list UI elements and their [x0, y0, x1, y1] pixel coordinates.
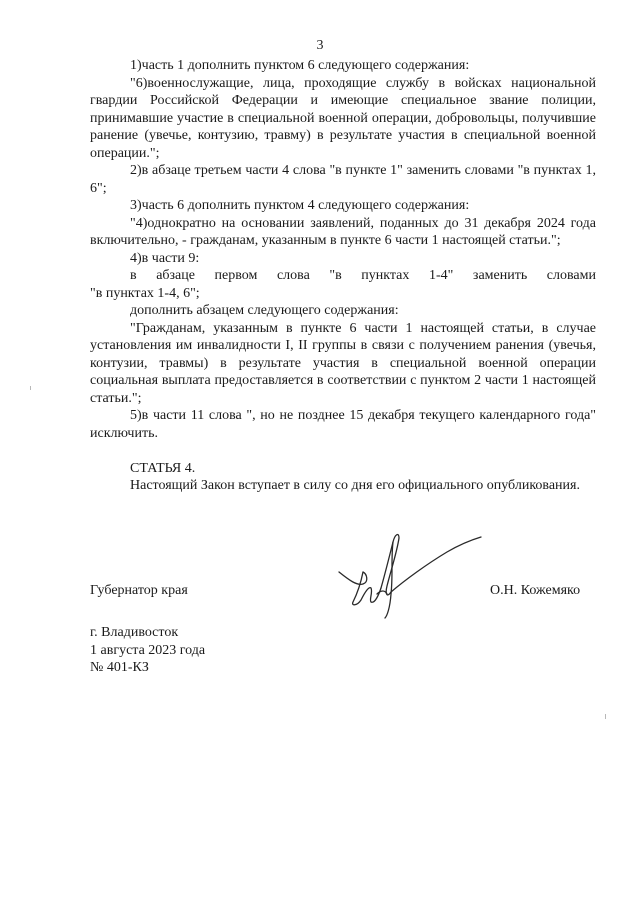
paragraph-6: 4)в части 9: [130, 250, 200, 266]
law-number: № 401-КЗ [90, 660, 149, 675]
paragraph-11: 5)в части 11 слова ", но не позднее 15 декабря текущего календарного года" исключить. [90, 408, 596, 441]
scan-speck [605, 714, 606, 719]
spacer [90, 442, 596, 460]
signature-image [335, 528, 485, 620]
signatory-position: Губернатор края [90, 583, 188, 598]
article-text: Настоящий Закон вступает в силу со дня его официального опубликования. [130, 478, 580, 493]
scan-speck [30, 386, 31, 390]
place: г. Владивосток [90, 625, 179, 640]
paragraph-7: в абзаце первом слова "в пунктах 1-4" заменить словами [130, 268, 596, 283]
article-heading: СТАТЬЯ 4. [130, 460, 196, 476]
paragraph-10: "Гражданам, указанным в пункте 6 части 1 настоящей статьи, в случае установления им инвалидности I, II группы в связи с получением ранения (увечья, контузии, травмы) в результате участия в специальной военной операции социальная выплата предоставляется в соответствии с пунктом 2 части 1 настоящей статьи."; [90, 320, 596, 406]
paragraph-8: "в пунктах 1-4, 6"; [90, 285, 200, 301]
paragraph-2: "6)военнослужащие, лица, проходящие службу в войсках национальной гвардии Российской Федерации и имеющие специальное звание полиции, принимавшие участие в специальной военной операции, добровольцы, получившие ранение (увечье, контузию, травму) в результате участия в специальной военной операции."; [90, 75, 596, 161]
signatory-name: О.Н. Кожемяко [490, 583, 581, 598]
paragraph-5: "4)однократно на основании заявлений, поданных до 31 декабря 2024 года включительно, - гражданам, указанным в пункте 6 части 1 настоящей статьи."; [90, 215, 596, 248]
paragraph-9: дополнить абзацем следующего содержания: [130, 303, 399, 318]
paragraph-1: 1)часть 1 дополнить пунктом 6 следующего содержания: [130, 58, 470, 73]
page-number: 3 [316, 38, 324, 53]
document-body [90, 57, 596, 495]
date: 1 августа 2023 года [90, 642, 206, 658]
paragraph-4: 3)часть 6 дополнить пунктом 4 следующего содержания: [130, 198, 470, 213]
place-date-block [90, 624, 205, 677]
paragraph-3: 2)в абзаце третьем части 4 слова "в пункте 1" заменить словами "в пунктах 1, 6"; [90, 163, 596, 196]
